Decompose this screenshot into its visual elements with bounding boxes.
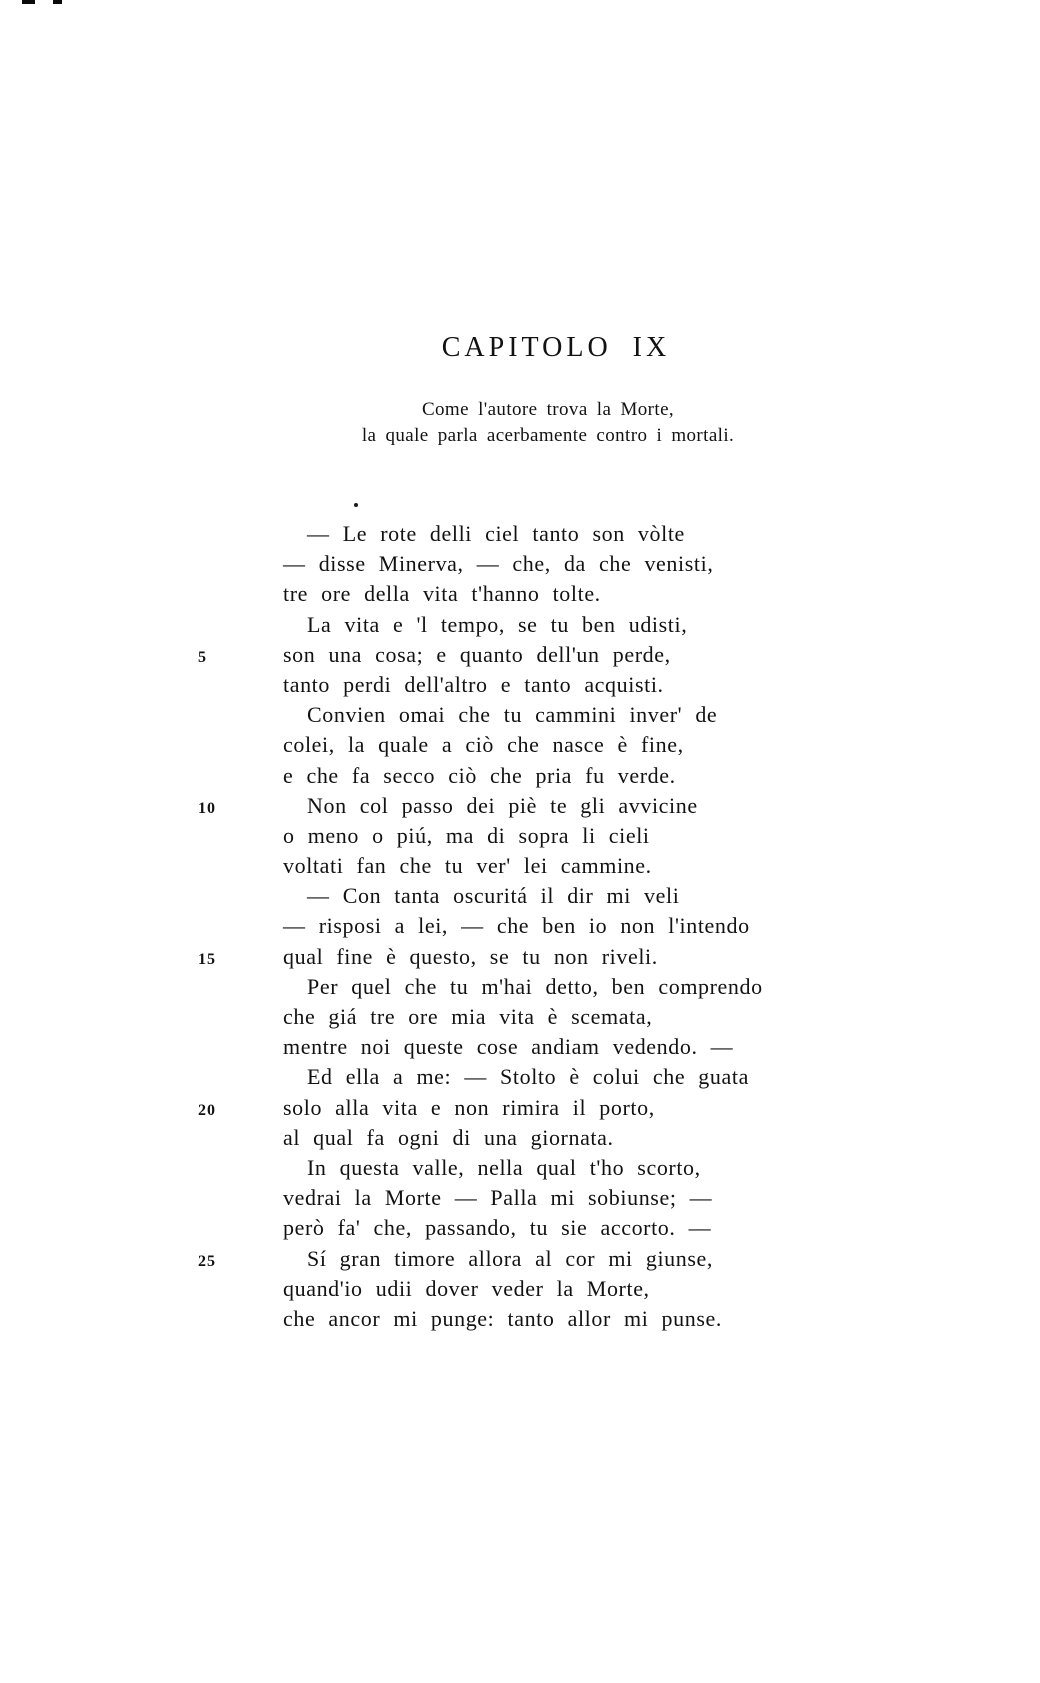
poem-line <box>198 1064 918 1094</box>
line-number: 20 <box>198 1101 216 1119</box>
line-text: qual fine è questo, se tu non riveli. <box>283 943 658 969</box>
poem-line <box>198 612 918 642</box>
scan-artifact-mark <box>22 0 35 4</box>
line-text: tre ore della vita t'hanno tolte. <box>283 581 601 607</box>
poem-line <box>198 551 918 581</box>
ink-dot-artifact <box>354 503 358 507</box>
poem-line <box>198 1276 918 1306</box>
line-number: 10 <box>198 799 216 817</box>
poem-line <box>198 1215 918 1245</box>
line-text: colei, la quale a ciò che nasce è fine, <box>283 732 684 758</box>
line-text: che ancor mi punge: tanto allor mi punse. <box>283 1305 722 1331</box>
poem-line <box>198 913 918 943</box>
line-text: — risposi a lei, — che ben io non l'intendo <box>283 913 750 939</box>
line-text: Per quel che tu m'hai detto, ben comprendo <box>307 973 763 999</box>
line-text: quand'io udii dover veder la Morte, <box>283 1275 650 1301</box>
poem-line <box>198 974 918 1004</box>
poem-line <box>198 642 918 672</box>
poem <box>198 521 918 1336</box>
poem-line <box>198 1246 918 1276</box>
line-text: mentre noi queste cose andiam vedendo. — <box>283 1034 734 1060</box>
line-text: — disse Minerva, — che, da che venisti, <box>283 551 714 577</box>
line-text: voltati fan che tu ver' lei cammine. <box>283 853 652 879</box>
line-text: Non col passo dei piè te gli avvicine <box>307 792 698 818</box>
poem-line <box>198 521 918 551</box>
line-number: 25 <box>198 1252 216 1270</box>
line-text: al qual fa ogni di una giornata. <box>283 1124 614 1150</box>
chapter-subtitle <box>28 397 1040 449</box>
line-text: La vita e 'l tempo, se tu ben udisti, <box>307 611 688 637</box>
poem-line <box>198 702 918 732</box>
line-text: Ed ella a me: — Stolto è colui che guata <box>307 1064 749 1090</box>
poem-line <box>198 672 918 702</box>
line-text: però fa' che, passando, tu sie accorto. — <box>283 1215 712 1241</box>
line-text: e che fa secco ciò che pria fu verde. <box>283 762 676 788</box>
line-text: In questa valle, nella qual t'ho scorto, <box>307 1154 701 1180</box>
line-text: Convien omai che tu cammini inver' de <box>307 702 718 728</box>
line-number: 5 <box>198 648 207 666</box>
line-text: tanto perdi dell'altro e tanto acquisti. <box>283 671 664 697</box>
poem-line <box>198 732 918 762</box>
poem-line <box>198 1125 918 1155</box>
line-text: vedrai la Morte — Palla mi sobiunse; — <box>283 1185 713 1211</box>
chapter-subtitle-line: la quale parla acerbamente contro i mortali. <box>361 425 735 446</box>
poem-line <box>198 1034 918 1064</box>
poem-line <box>198 581 918 611</box>
poem-line <box>198 1004 918 1034</box>
scan-artifact-mark <box>53 0 62 4</box>
line-text: che giá tre ore mia vita è scemata, <box>283 1004 653 1029</box>
line-text: — Le rote delli ciel tanto son vòlte <box>307 521 685 546</box>
chapter-subtitle-line: Come l'autore trova la Morte, <box>421 399 675 420</box>
poem-line <box>198 823 918 853</box>
poem-line <box>198 853 918 883</box>
poem-line <box>198 944 918 974</box>
line-text: solo alla vita e non rimira il porto, <box>283 1094 655 1120</box>
poem-line <box>198 1306 918 1336</box>
poem-line <box>198 763 918 793</box>
poem-line <box>198 1095 918 1125</box>
poem-line <box>198 793 918 823</box>
poem-line <box>198 1185 918 1215</box>
line-text: — Con tanta oscuritá il dir mi veli <box>307 883 680 909</box>
line-text: Sí gran timore allora al cor mi giunse, <box>307 1245 713 1271</box>
chapter-heading: CAPITOLO IX <box>441 332 671 363</box>
line-text: o meno o piú, ma di sopra li cieli <box>283 822 650 848</box>
poem-line <box>198 883 918 913</box>
line-text: son una cosa; e quanto dell'un perde, <box>283 641 671 667</box>
poem-line <box>198 1155 918 1185</box>
line-number: 15 <box>198 950 216 968</box>
